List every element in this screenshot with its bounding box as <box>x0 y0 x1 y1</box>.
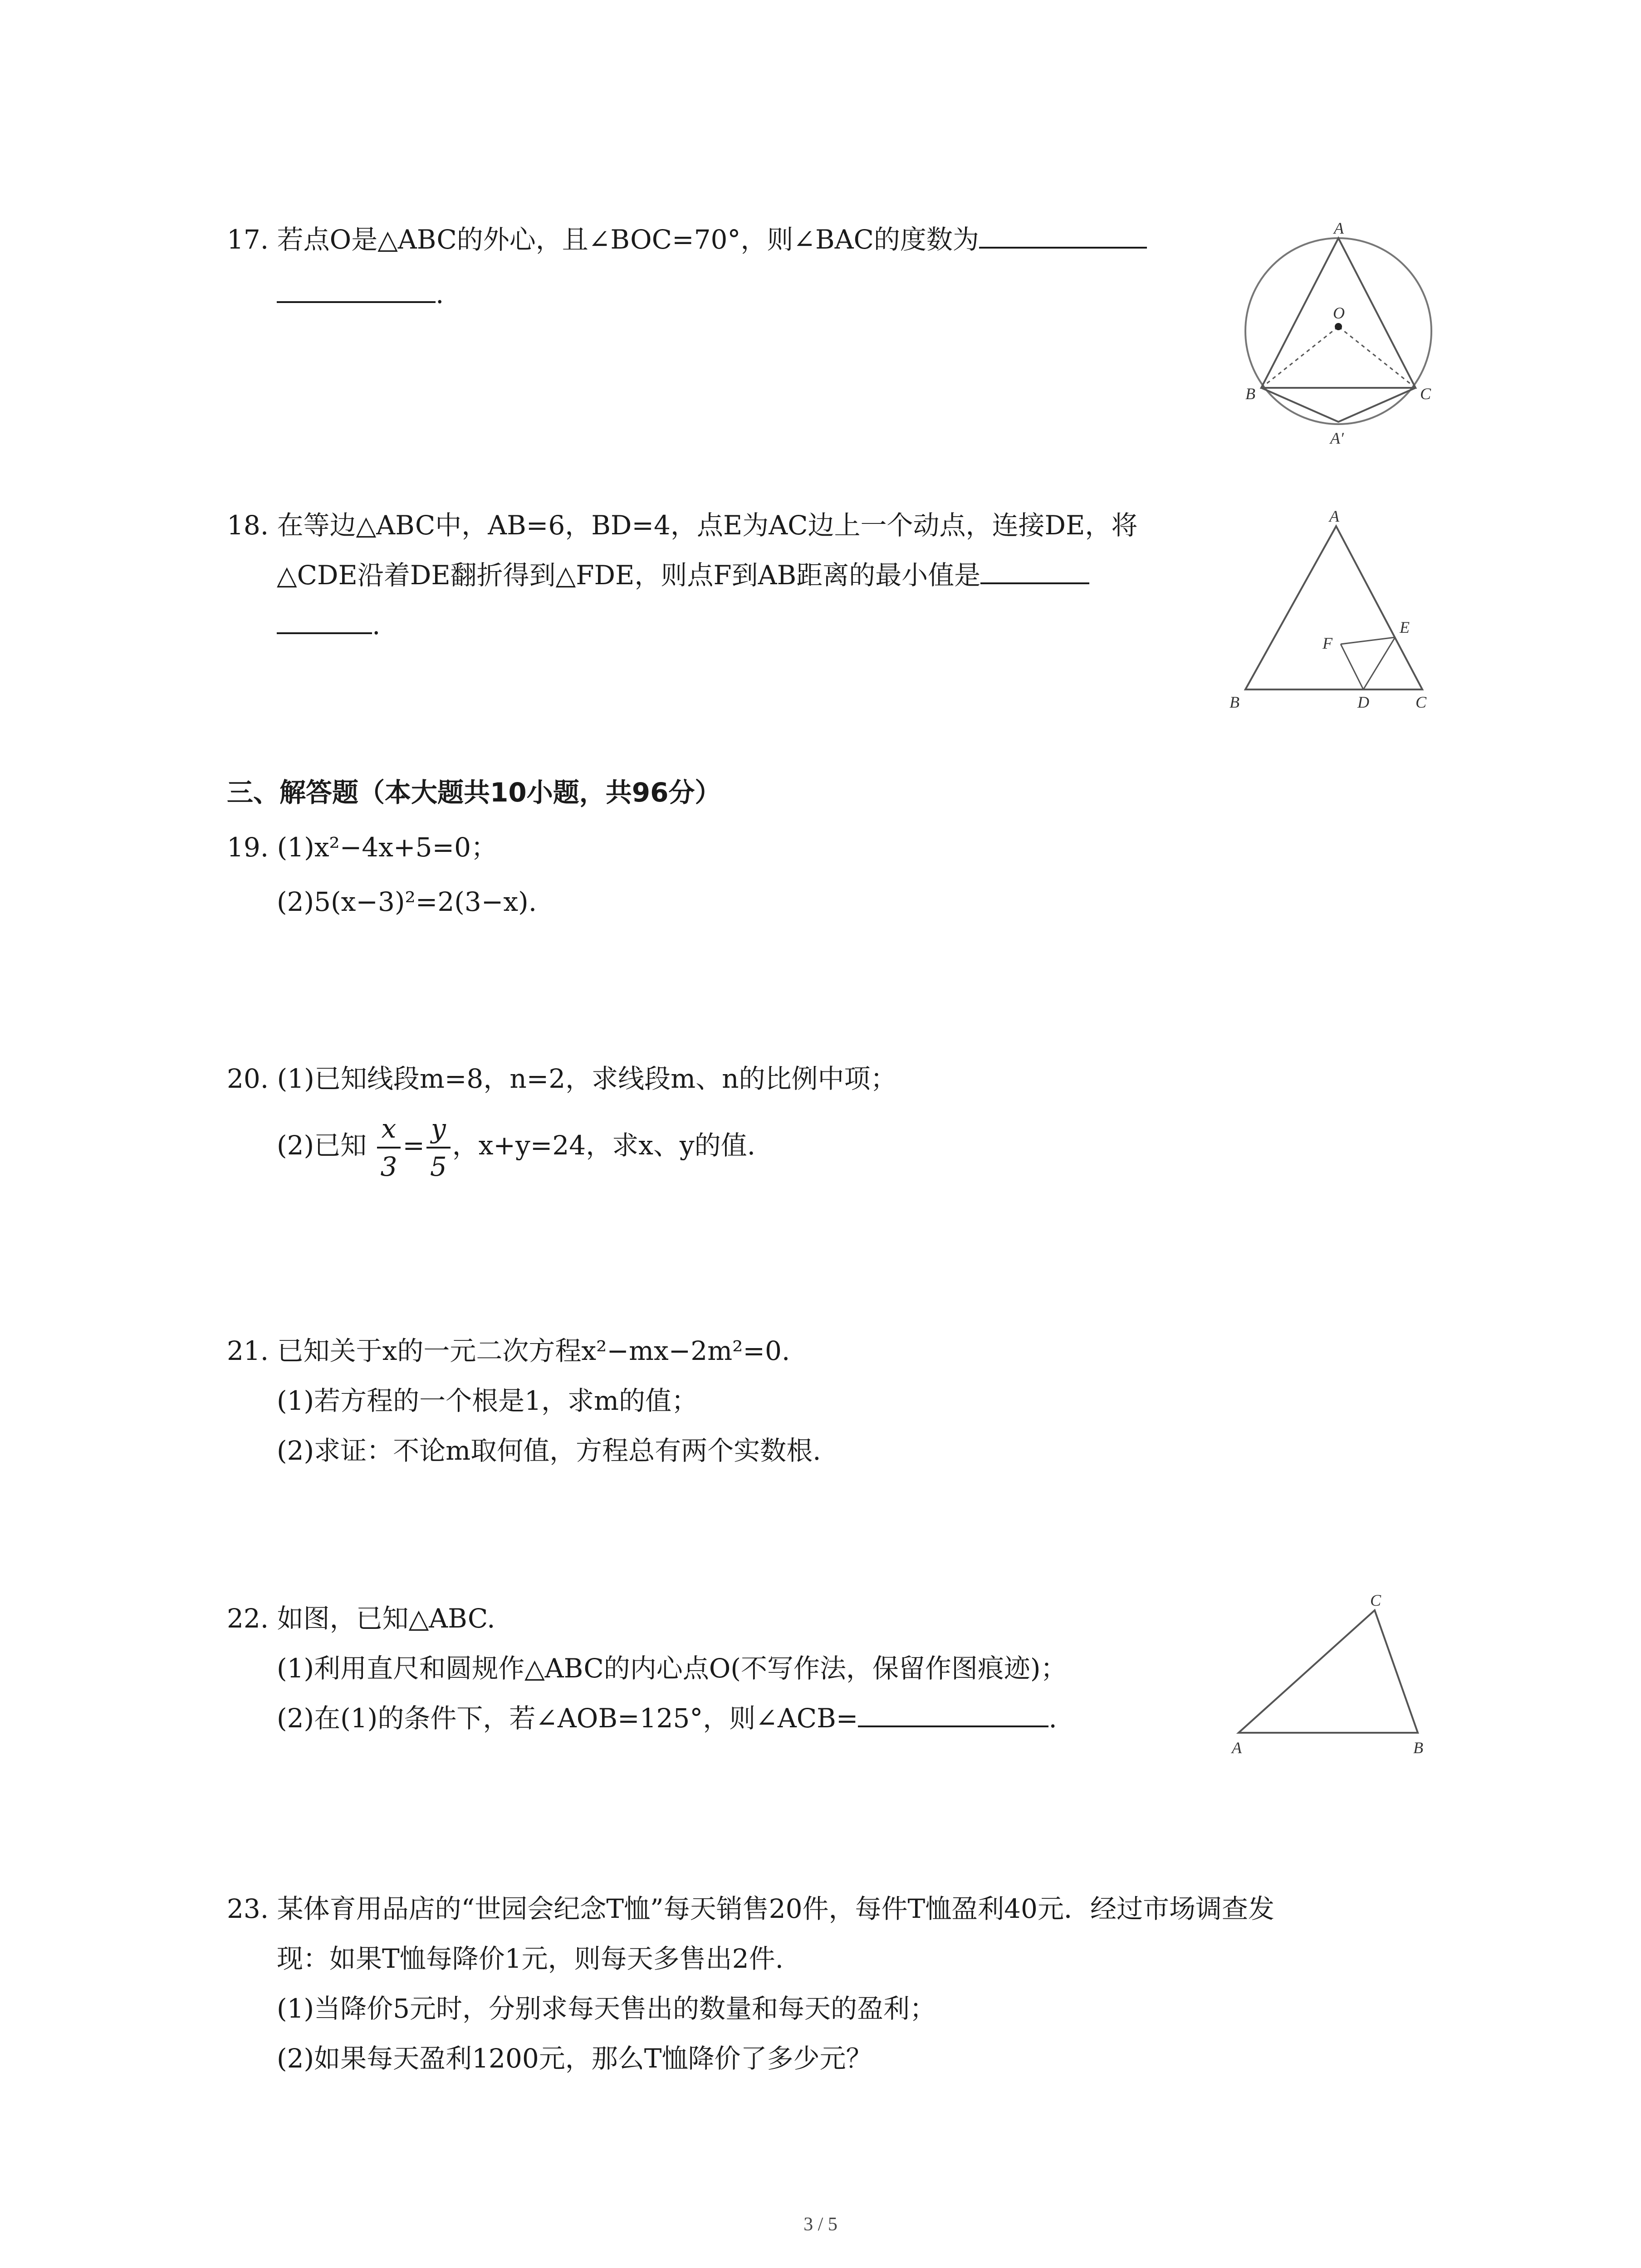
label-a: A <box>1329 508 1339 525</box>
triangle-abc <box>1245 526 1422 689</box>
label-f: F <box>1323 634 1332 652</box>
label-d: D <box>1357 693 1369 711</box>
label-a-prime: A′ <box>1330 429 1344 447</box>
question-18-cont <box>277 603 380 647</box>
question-23-line2: 现：如果T恤每降价1元，则每天多售出2件. <box>277 1943 784 1974</box>
label-e: E <box>1400 618 1410 636</box>
figure-18-equilateral <box>1220 508 1447 717</box>
question-20-line2 <box>277 1107 755 1185</box>
figure-17-circumcircle <box>1225 213 1452 449</box>
question-17-cont <box>277 272 444 316</box>
segment-ob <box>1261 327 1338 388</box>
label-o: O <box>1333 304 1345 322</box>
question-18-line2 <box>277 553 1089 597</box>
fraction-x-over-3 <box>377 1110 401 1185</box>
segment-fe <box>1341 637 1395 644</box>
question-18-line1 <box>227 503 1137 547</box>
page-number: 3 / 5 <box>803 2214 838 2235</box>
segment-oc <box>1338 327 1416 388</box>
frac1-numerator: x <box>377 1110 401 1149</box>
triangle-ba2c <box>1261 388 1416 422</box>
q18-line2: △CDE沿着DE翻折得到△FDE，则点F到AB距离的最小值是 <box>277 560 981 591</box>
q22-line3: (2)在(1)的条件下，若∠AOB=125°，则∠ACB= <box>277 1703 858 1734</box>
frac2-numerator: y <box>426 1110 451 1149</box>
question-23-line4: (2)如果每天盈利1200元，那么T恤降价了多少元？ <box>277 2043 872 2074</box>
q22-answer-blank[interactable] <box>858 1697 1048 1727</box>
label-c: C <box>1420 385 1431 403</box>
q18-answer-blank-2[interactable] <box>277 604 372 634</box>
q20-prefix: (2)已知 <box>277 1130 367 1161</box>
question-21-line1: 21. 已知关于x的一元二次方程x²−mx−2m²=0. <box>227 1335 790 1366</box>
label-a: A <box>1334 219 1344 237</box>
triangle-abc <box>1239 1610 1418 1733</box>
segment-de <box>1363 637 1395 689</box>
question-21-line3: (2)求证：不论m取何值，方程总有两个实数根. <box>277 1435 821 1466</box>
question-22-line3 <box>277 1696 1057 1740</box>
q17-text: 17. 若点O是△ABC的外心，且∠BOC=70°，则∠BAC的度数为 <box>227 224 979 255</box>
question-20-line1: 20. (1)已知线段m=8，n=2，求线段m、n的比例中项； <box>227 1063 897 1094</box>
section-3-title: 三、解答题（本大题共10小题，共96分） <box>227 777 721 808</box>
label-b: B <box>1245 385 1255 403</box>
label-b: B <box>1413 1739 1423 1757</box>
figure-22-triangle <box>1220 1588 1447 1765</box>
segment-df <box>1341 644 1363 689</box>
question-17 <box>227 218 1147 261</box>
fraction-y-over-5 <box>426 1110 451 1185</box>
question-19-line2: (2)5(x−3)²=2(3−x). <box>277 886 537 917</box>
q18-line1: 18. 在等边△ABC中，AB=6，BD=4，点E为AC边上一个动点，连接DE，将 <box>227 510 1138 541</box>
question-23-line1: 23. 某体育用品店的“世园会纪念T恤”每天销售20件，每件T恤盈利40元．经过市场调查发 <box>227 1893 1274 1924</box>
frac1-denominator: 3 <box>380 1151 397 1182</box>
question-23-line3: (1)当降价5元时，分别求每天售出的数量和每天的盈利； <box>277 1993 936 2024</box>
point-o <box>1335 323 1342 330</box>
q17-answer-blank-2[interactable] <box>277 273 436 303</box>
label-c: C <box>1416 693 1427 711</box>
q18-answer-blank[interactable] <box>980 554 1089 584</box>
question-22-line2: (1)利用直尺和圆规作△ABC的内心点O(不写作法，保留作图痕迹)； <box>277 1653 1067 1684</box>
question-19-line1: 19. (1)x²−4x+5=0； <box>227 832 498 863</box>
q20-equals: = <box>402 1130 425 1161</box>
q17-answer-blank[interactable] <box>979 219 1147 249</box>
q20-suffix: ，x+y=24，求x、y的值. <box>452 1130 756 1161</box>
label-c: C <box>1370 1591 1381 1609</box>
question-21-line2: (1)若方程的一个根是1，求m的值； <box>277 1385 698 1416</box>
label-b: B <box>1230 693 1239 711</box>
frac2-denominator: 5 <box>430 1151 447 1182</box>
question-22-line1: 22. 如图，已知△ABC. <box>227 1603 495 1634</box>
q17-tail: . <box>436 279 444 309</box>
circumcircle <box>1245 238 1431 424</box>
q18-tail: . <box>372 610 381 640</box>
q22-tail: . <box>1048 1703 1057 1734</box>
label-a: A <box>1232 1739 1242 1757</box>
